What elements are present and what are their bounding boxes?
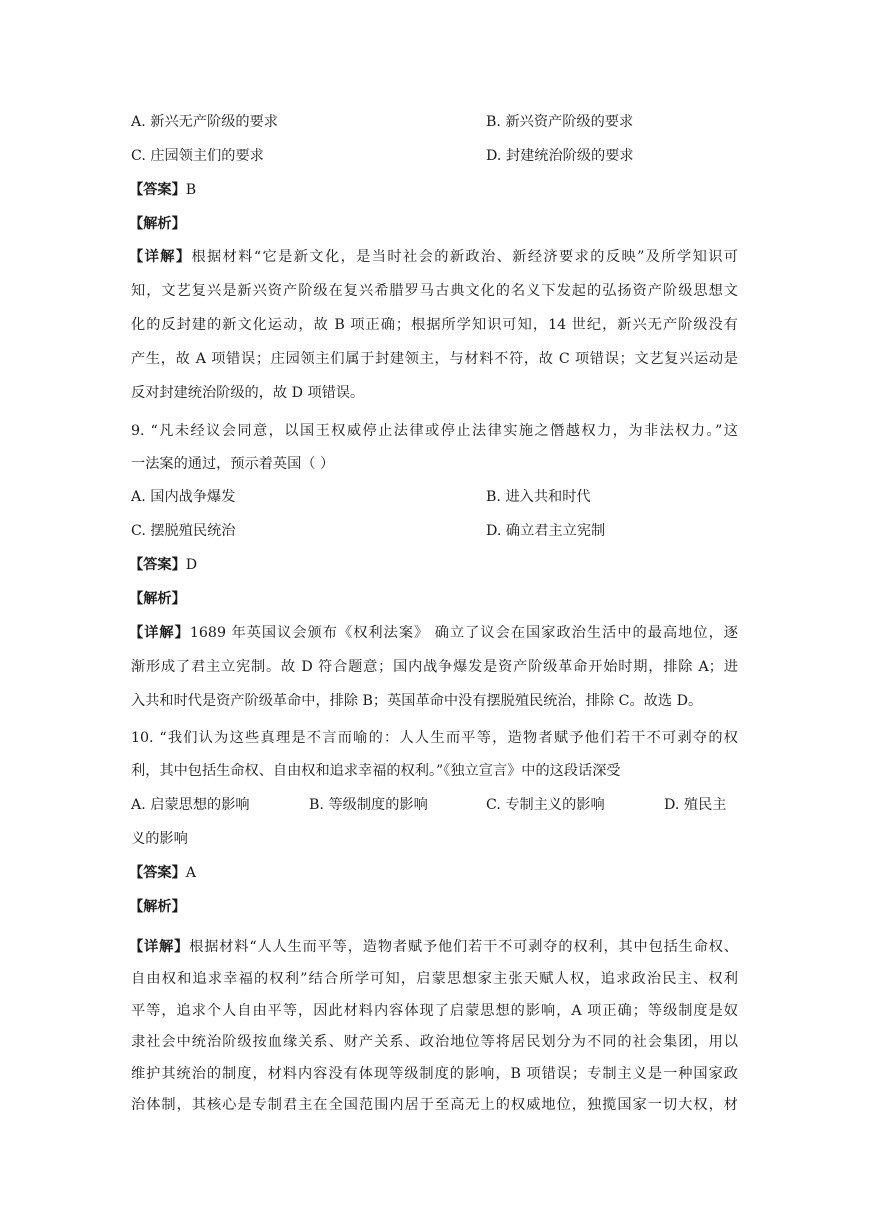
q8-detail-line-4: 产生，故 A 项错误；庄园领主们属于封建领主，与材料不符，故 C 项错误；文艺复兴运动是 xyxy=(131,351,738,367)
q10-option-a: A. 启蒙思想的影响 xyxy=(131,797,250,813)
q9-detail-line-3: 入共和时代是资产阶级革命中，排除 B；英国革命中没有摆脱殖民统治，排除 C。故选 D。 xyxy=(131,693,703,709)
q10-detail-line-4: 隶社会中统治阶级按血缘关系、财产关系、政治地位等将居民划分为不同的社会集团，用以 xyxy=(131,1034,738,1050)
q10-option-b: B. 等级制度的影响 xyxy=(309,797,428,813)
answer-label: 【答案】 xyxy=(129,865,186,881)
q9-detail-line-2: 渐形成了君主立宪制。故 D 符合题意；国内战争爆发是资产阶级革命开始时期，排除 A；进 xyxy=(131,659,738,675)
q10-option-d-continued: 义的影响 xyxy=(131,831,188,847)
q10-stem-line-1: 10. “我们认为这些真理是不言而喻的：人人生而平等，造物者赋予他们若干不可剥夺的权 xyxy=(131,730,738,746)
q9-detail-line-1: 【详解】1689 年英国议会颁布《权利法案》 确立了议会在国家政治生活中的最高地位，逐 xyxy=(129,625,738,641)
q8-option-b: B. 新兴资产阶级的要求 xyxy=(486,114,634,130)
q8-option-d: D. 封建统治阶级的要求 xyxy=(486,148,634,164)
answer-label: 【答案】 xyxy=(129,182,186,198)
q9-stem-line-2: 一法案的通过，预示着英国（ ） xyxy=(131,456,335,472)
detail-label: 【详解】 xyxy=(129,249,192,265)
q10-option-d: D. 殖民主 xyxy=(664,797,727,813)
q9-stem-line-1: 9. “凡未经议会同意，以国王权威停止法律或停止法律实施之僭越权力，为非法权力。”这 xyxy=(131,423,738,439)
answer-value: D xyxy=(185,557,198,573)
q10-answer xyxy=(129,863,738,883)
q10-detail-line-6: 治体制，其核心是专制君主在全国范围内居于至高无上的权威地位，独揽国家一切大权，材 xyxy=(131,1097,738,1113)
q10-detail-line-3: 平等，追求个人自由平等，因此材料内容体现了启蒙思想的影响，A 项正确；等级制度是奴 xyxy=(131,1003,738,1019)
q9-option-d: D. 确立君主立宪制 xyxy=(486,523,606,539)
detail-label: 【详解】 xyxy=(129,625,190,641)
q8-analysis-label: 【解析】 xyxy=(129,216,186,232)
q10-detail-line-1: 【详解】根据材料“人人生而平等，造物者赋予他们若干不可剥夺的权利，其中包括生命权、 xyxy=(129,939,738,955)
answer-label: 【答案】 xyxy=(129,557,186,573)
q8-answer xyxy=(129,180,738,200)
detail-label: 【详解】 xyxy=(129,939,190,955)
q10-analysis-label: 【解析】 xyxy=(129,899,186,915)
q9-option-a: A. 国内战争爆发 xyxy=(131,489,236,505)
q8-detail-line-2: 知，文艺复兴是新兴资产阶级在复兴希腊罗马古典文化的名义下发起的弘扬资产阶级思想文 xyxy=(131,283,738,299)
q8-detail-line-1: 【详解】根据材料“它是新文化，是当时社会的新政治、新经济要求的反映”及所学知识可 xyxy=(129,249,738,265)
q9-answer xyxy=(129,555,738,575)
q9-analysis-label: 【解析】 xyxy=(129,591,186,607)
q8-detail-line-5: 反对封建统治阶级的，故 D 项错误。 xyxy=(131,385,365,401)
q10-detail-line-2: 自由权和追求幸福的权利”结合所学可知，启蒙思想家主张天赋人权，追求政治民主、权利 xyxy=(131,971,738,987)
q10-option-c: C. 专制主义的影响 xyxy=(486,797,605,813)
q9-option-c: C. 摆脱殖民统治 xyxy=(131,523,236,539)
answer-value: B xyxy=(185,182,197,198)
q10-stem-line-2: 利，其中包括生命权、自由权和追求幸福的权利。”《独立宣言》中的这段话深受 xyxy=(131,763,621,779)
q8-detail-line-3: 化的反封建的新文化运动，故 B 项正确；根据所学知识可知，14 世纪，新兴无产阶级没有 xyxy=(131,317,738,333)
answer-value: A xyxy=(185,865,197,881)
q8-option-a: A. 新兴无产阶级的要求 xyxy=(131,114,278,130)
q9-option-b: B. 进入共和时代 xyxy=(486,489,591,505)
q8-option-c: C. 庄园领主们的要求 xyxy=(131,148,264,164)
q10-detail-line-5: 维护其统治的制度，材料内容没有体现等级制度的影响，B 项错误；专制主义是一种国家政 xyxy=(131,1066,738,1082)
